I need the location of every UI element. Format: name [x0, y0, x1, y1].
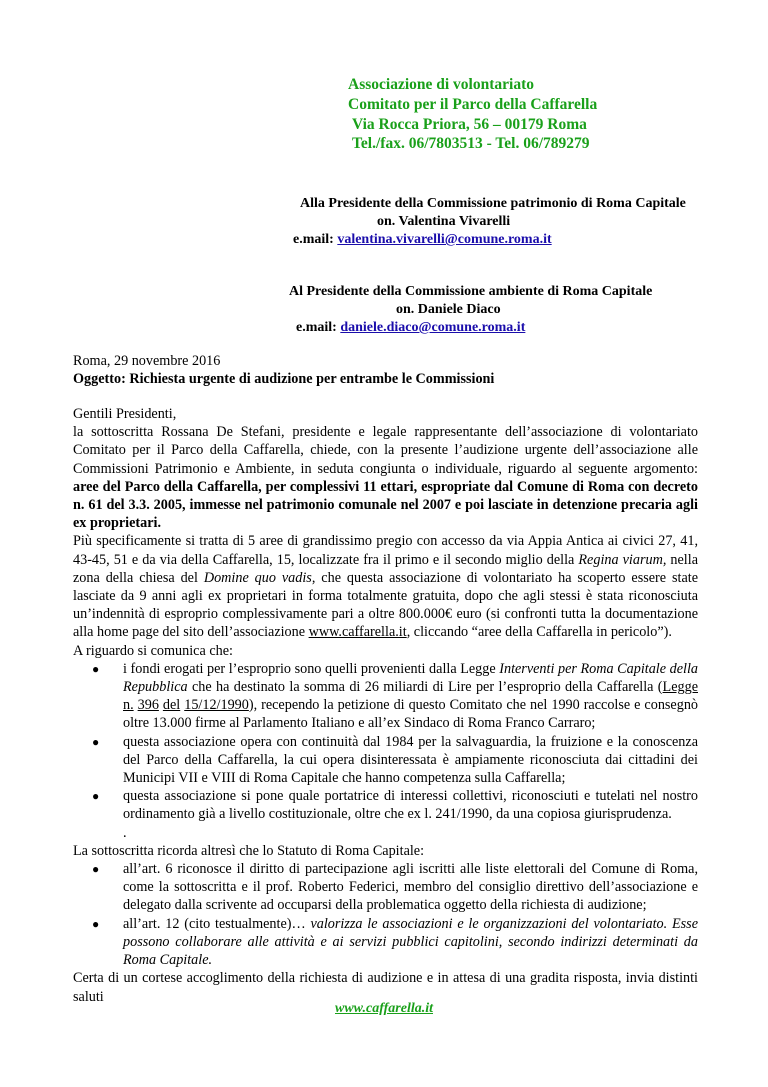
list-1-item-1-part-c: ), recependo la petizione di questo Comitato che nel 1990 raccolse e consegnò oltre 13.000 firme al Parlamento Italiano e all’ex Sindaco di Roma Franco Carraro;: [123, 697, 699, 732]
paragraph-2-part-b: nella zona della chiesa del: [73, 551, 698, 586]
paragraph-1-text: la sottoscritta Rossana De Stefani, presidente e legale rappresentante dell’associazione di volontariato Comitato per il Parco della Caffarella, chiede, con la presente l’audizione urgente dell’associazione alle Commissioni Patrimonio e Ambiente, in seduta congiunta o individuale, riguardo al seguente argomento:: [73, 424, 698, 477]
recipient-2-email-link[interactable]: daniele.diaco@comune.roma.it: [340, 320, 526, 335]
letterhead-line-3: Via Rocca Priora, 56 – 00179 Roma: [352, 116, 587, 133]
list-2-item-2-italic: valorizza le associazioni e le organizzazioni del volontariato. Esse possono collaborare alle attività e ai servizi pubblici capitolini, secondo indirizzi determinati da Roma Capitale.: [123, 915, 698, 969]
list-1-trailing-dot: .: [123, 824, 127, 841]
letter-subject: Oggetto: Richiesta urgente di audizione per entrambe le Commissioni: [73, 371, 495, 387]
law-ref-n: n.: [123, 697, 134, 714]
list-2-item-1: all’art. 6 riconosce il diritto di partecipazione agli iscritti alle liste elettorali del Comune di Roma, come la sottoscritta e il prof. Roberto Federici, membro del consiglio direttivo dell’associazione e delegato dalla scrivente ad occuparsi della problematica oggetto della richiesta di audizione;: [123, 861, 698, 914]
list-1-item-1-italic: Interventi per Roma Capitale della Repubblica: [123, 660, 698, 696]
law-ref-del: del: [162, 697, 181, 714]
bullet-icon: ●: [92, 734, 100, 749]
paragraph-1: [73, 423, 698, 532]
recipient-2-email-label: e.mail:: [296, 320, 337, 335]
paragraph-2-italic-a: Regina viarum,: [578, 551, 667, 568]
recipient-1-email-label: e.mail:: [293, 232, 334, 247]
list-1-item-1-part-b: che ha destinato la somma di 26 miliardi di Lire per l’esproprio della Caffarella (: [187, 679, 663, 696]
letterhead-line-1: Associazione di volontariato: [348, 76, 534, 93]
recipient-1-name: on. Valentina Vivarelli: [377, 214, 511, 229]
footer-website-link[interactable]: www.caffarella.it: [335, 1001, 433, 1016]
list-item: [73, 787, 698, 823]
paragraph-2-part-d: , cliccando “aree della Caffarella in pericolo”).: [406, 624, 672, 641]
list-item: [73, 733, 698, 788]
bullet-icon: ●: [92, 789, 100, 804]
list-2: [73, 860, 698, 969]
list-1-item-2: questa associazione opera con continuità dal 1984 per la salvaguardia, la fruizione e la conoscenza del Parco della Caffarella, la cui opera disinteressata è ampiamente riconosciuta dai cittadini dei Municipi VII e VIII di Roma Capitale che hanno competenza sulla Caffarella;: [123, 733, 698, 787]
letterhead-line-2: Comitato per il Parco della Caffarella: [348, 96, 598, 113]
website-link[interactable]: www.caffarella.it: [308, 624, 407, 641]
law-ref-legge: Legge: [662, 679, 698, 696]
closing: Certa di un cortese accoglimento della richiesta di audizione e in attesa di una gradita risposta, invia distinti saluti: [73, 970, 698, 1005]
paragraph-2-part-a: Più specificamente si tratta di 5 aree di grandissimo pregio con accesso da via Appia Antica ai civici 27, 41, 43-45, 51 e da via della Caffarella, 15, localizzate fra il primo e il secondo miglio della: [73, 533, 698, 568]
list-2-intro: La sottoscritta ricorda altresì che lo Statuto di Roma Capitale:: [73, 842, 425, 859]
paragraph-1-bold: aree del Parco della Caffarella, per complessivi 11 ettari, espropriate dal Comune di Roma con decreto n. 61 del 3.3. 2005, immesse nel patrimonio comunale nel 2007 e poi lasciate in detenzione precaria agli ex proprietari.: [73, 478, 698, 532]
footer: [0, 1000, 768, 1018]
list-item: [73, 860, 698, 915]
letter-date: Roma, 29 novembre 2016: [73, 353, 221, 369]
list-2-item-2-text: all’art. 12 (cito testualmente)…: [123, 915, 311, 932]
recipient-2-name: on. Daniele Diaco: [396, 302, 501, 317]
letterhead-line-4: Tel./fax. 06/7803513 - Tel. 06/789279: [352, 135, 590, 152]
bullet-icon: ●: [92, 862, 100, 877]
recipient-1-title: Alla Presidente della Commissione patrimonio di Roma Capitale: [300, 196, 686, 211]
recipient-2-title: Al Presidente della Commissione ambiente di Roma Capitale: [289, 284, 653, 299]
list-item: [73, 915, 698, 970]
paragraph-2: [73, 532, 698, 641]
bullet-icon: ●: [92, 661, 100, 676]
paragraph-2-part-c: , che questa associazione di volontariato ha scoperto essere state lasciate da 9 anni agli ex proprietari in forma totalmente gratuita, dopo che agli stessi è stata riconosciuta un’indennità di esproprio complessivamente pari a oltre 800.000€ euro (si confronti tutta la documentazione alla home page del sito dell’associazione: [73, 569, 698, 641]
recipient-1-email-link[interactable]: valentina.vivarelli@comune.roma.it: [337, 232, 552, 247]
paragraph-2-italic-b: Domine quo vadis: [203, 569, 312, 586]
law-ref-date: 15/12/1990: [184, 697, 249, 714]
list-1-item-1-part-a: i fondi erogati per l’esproprio sono quelli provenienti dalla Legge: [123, 660, 500, 677]
bullet-icon: ●: [92, 916, 100, 931]
law-ref-number: 396: [137, 697, 159, 714]
list-1-intro: A riguardo si comunica che:: [73, 642, 233, 659]
recipient-2-email-line: [296, 319, 525, 337]
salutation: Gentili Presidenti,: [73, 406, 177, 422]
list-1-item-3: questa associazione si pone quale portatrice di interessi collettivi, riconosciuti e tutelati nel nostro ordinamento già a livello costituzionale, oltre che ex l. 241/1990, da una copiosa giurisprudenza.: [123, 788, 698, 823]
list-item: [73, 660, 698, 733]
list-1: [73, 660, 698, 824]
letter-body: [73, 405, 698, 1006]
recipient-1-email-line: [293, 231, 552, 249]
